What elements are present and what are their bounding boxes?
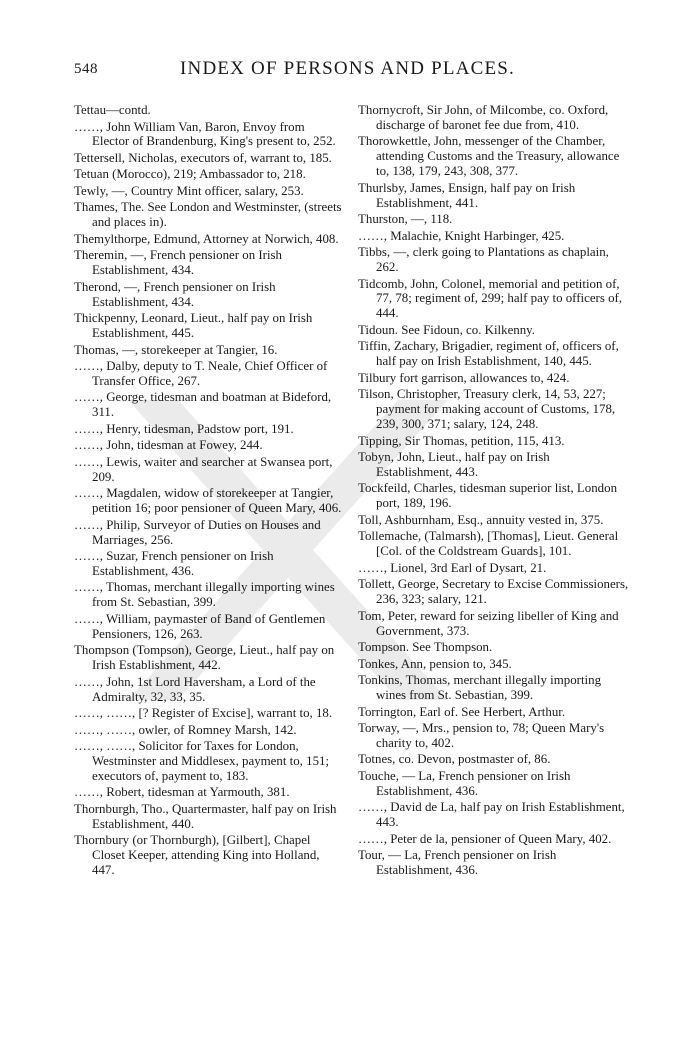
index-entry: Tilbury fort garrison, allowances to, 424. (358, 370, 570, 385)
index-entry: ……, ……, Solicitor for Taxes for London, Westminster and Middlesex, payment to, 151; executors of, payment to, 183. (74, 739, 330, 783)
index-entry: ……, Lewis, waiter and searcher at Swansea port, 209. (74, 454, 333, 484)
index-entry: Totnes, co. Devon, postmaster of, 86. (358, 752, 551, 767)
index-entry: ……, Robert, tidesman at Yarmouth, 381. (74, 785, 290, 800)
index-entry: Tollett, George, Secretary to Excise Commissioners, 236, 323; salary, 121. (358, 577, 629, 607)
index-entry: Tettersell, Nicholas, executors of, warrant to, 185. (74, 150, 332, 165)
index-entry: Tewly, —, Country Mint officer, salary, 253. (74, 183, 304, 198)
index-entry: Theremin, —, French pensioner on Irish Establishment, 434. (74, 248, 282, 278)
index-entry: Thomas, —, storekeeper at Tangier, 16. (74, 342, 278, 357)
index-entry: ……, George, tidesman and boatman at Bideford, 311. (74, 390, 332, 420)
index-entry: Tollemache, (Talmarsh), [Thomas], Lieut. General [Col. of the Coldstream Guards], 101. (358, 529, 619, 559)
index-entry: Tilson, Christopher, Treasury clerk, 14, 53, 227; payment for making account of Customs, 178, 239, 300, 371; salary, 124, 248. (358, 387, 616, 432)
index-entry: ……, David de La, half pay on Irish Establishment, 443. (358, 800, 625, 830)
index-entry: ……, John, 1st Lord Haversham, a Lord of the Admiralty, 32, 33, 35. (74, 674, 316, 704)
index-entry: Thornycroft, Sir John, of Milcombe, co. Oxford, discharge of baronet fee due from, 410. (358, 103, 609, 132)
index-entry: Torrington, Earl of. See Herbert, Arthur. (358, 704, 566, 719)
index-entry: Thickpenny, Leonard, Lieut., half pay on Irish Establishment, 445. (74, 311, 313, 341)
index-entry: Thames, The. See London and Westminster, (streets and places in). (74, 200, 342, 230)
index-entry: ……, Thomas, merchant illegally importing wines from St. Sebastian, 399. (74, 580, 335, 610)
index-entry: Tobyn, John, Lieut., half pay on Irish Establishment, 443. (358, 450, 550, 479)
running-head-title: INDEX OF PERSONS AND PLACES. (180, 58, 516, 79)
index-entry: Thorowkettle, John, messenger of the Chamber, attending Customs and the Treasury, allowance to, 138, 179, 243, 308, 377. (358, 134, 620, 179)
index-entry: Tipping, Sir Thomas, petition, 115, 413. (358, 433, 565, 448)
index-column-right (358, 103, 629, 880)
index-entry: Tour, — La, French pensioner on Irish Establishment, 436. (358, 848, 557, 878)
index-entry: ……, Dalby, deputy to T. Neale, Chief Officer of Transfer Office, 267. (74, 359, 328, 388)
index-entry: ……, William, paymaster of Band of Gentlemen Pensioners, 126, 263. (74, 611, 326, 641)
index-entry: Tiffin, Zachary, Brigadier, regiment of, officers of, half pay on Irish Establishment, 140, 445. (358, 339, 619, 369)
index-entry: ……, ……, [? Register of Excise], warrant to, 18. (74, 706, 333, 721)
index-entry: Tidcomb, John, Colonel, memorial and petition of, 77, 78; regiment of, 299; half pay to officers of, 444. (358, 276, 623, 321)
page-number: 548 (74, 61, 98, 77)
index-entry: Tockfeild, Charles, tidesman superior list, London port, 189, 196. (358, 481, 618, 511)
index-entry: ……, Suzar, French pensioner on Irish Establishment, 436. (74, 549, 274, 578)
index-entry: ……, John William Van, Baron, Envoy from Elector of Brandenburg, King's present to, 252. (74, 119, 336, 149)
index-entry: Torway, —, Mrs., pension to, 78; Queen Mary's charity to, 402. (358, 721, 605, 750)
index-entry: Tibbs, —, clerk going to Plantations as chaplain, 262. (358, 245, 609, 275)
index-entry: Thornburgh, Tho., Quartermaster, half pay on Irish Establishment, 440. (74, 801, 337, 831)
index-entry: Tompson. See Thompson. (358, 640, 493, 655)
index-entry: Tetuan (Morocco), 219; Ambassador to, 218. (74, 167, 306, 182)
index-entry: Tonkes, Ann, pension to, 345. (358, 656, 512, 671)
index-entry: ……, ……, owler, of Romney Marsh, 142. (74, 722, 297, 737)
index-entry: ……, Magdalen, widow of storekeeper at Tangier, petition 16; poor pensioner of Queen Mary, 406. (74, 486, 342, 516)
index-entry: ……, Henry, tidesman, Padstow port, 191. (74, 421, 294, 436)
index-entry: ……, John, tidesman at Fowey, 244. (74, 438, 263, 453)
index-entry: Tonkins, Thomas, merchant illegally importing wines from St. Sebastian, 399. (358, 673, 602, 702)
index-entry: ……, Malachie, Knight Harbinger, 425. (358, 228, 565, 243)
index-entry: Thurlsby, James, Ensign, half pay on Irish Establishment, 441. (358, 180, 576, 210)
index-entry: Tom, Peter, reward for seizing libeller of King and Government, 373. (358, 608, 619, 638)
index-entry: Thornbury (or Thornburgh), [Gilbert], Chapel Closet Keeper, attending King into Holland, 447. (74, 833, 320, 878)
index-entry: Themylthorpe, Edmund, Attorney at Norwich, 408. (74, 231, 339, 246)
index-entry: Touche, — La, French pensioner on Irish Establishment, 436. (358, 768, 571, 798)
index-entry: Toll, Ashburnham, Esq., annuity vested in, 375. (358, 512, 604, 527)
index-entry: ……, Peter de la, pensioner of Queen Mary, 402. (358, 831, 612, 846)
index-entry: Thurston, —, 118. (358, 212, 453, 227)
index-column-left (74, 103, 345, 880)
index-entry: ……, Philip, Surveyor of Duties on Houses and Marriages, 256. (74, 517, 321, 547)
index-entry: Tettau—contd. (74, 103, 151, 117)
index-entry: Therond, —, French pensioner on Irish Establishment, 434. (74, 279, 276, 309)
index-entry: Tidoun. See Fidoun, co. Kilkenny. (358, 322, 536, 337)
index-entry: ……, Lionel, 3rd Earl of Dysart, 21. (358, 560, 547, 575)
index-entry: Thompson (Tompson), George, Lieut., half pay on Irish Establishment, 442. (74, 643, 335, 673)
